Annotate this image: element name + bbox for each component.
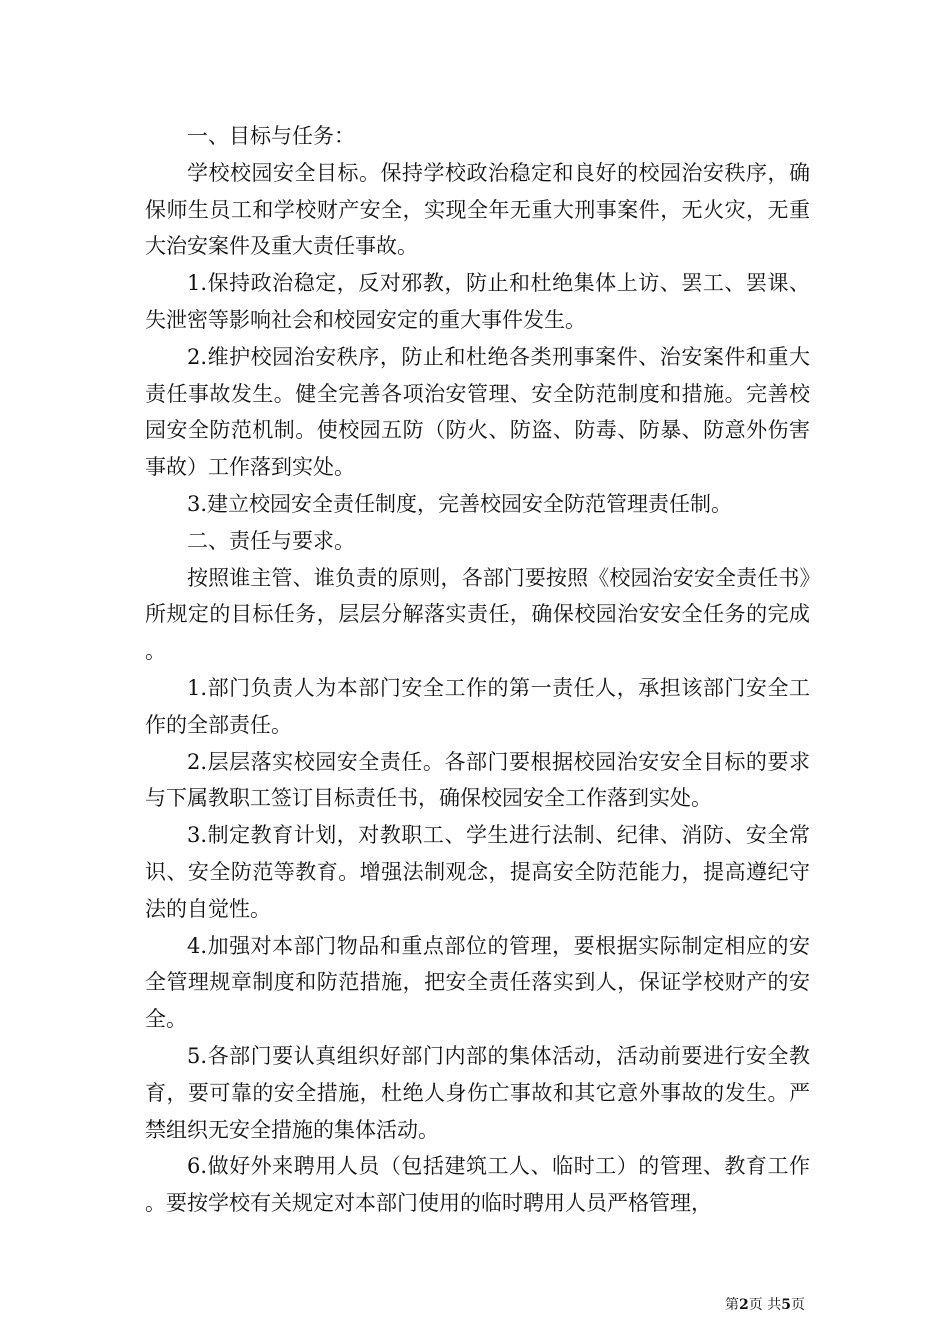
paragraph: 6.做好外来聘用人员（包括建筑工人、临时工）的管理、教育工作。要按学校有关规定对本部门使用的临时聘用人员严格管理， bbox=[145, 1154, 810, 1216]
current-page-number: 2 bbox=[739, 1297, 749, 1313]
paragraph: 学校校园安全目标。保持学校政治稳定和良好的校园治安秩序，确保师生员工和学校财产安全，实现全年无重大刑事案件，无火灾，无重大治安案件及重大责任事故。 bbox=[145, 160, 810, 259]
paragraph: 2.维护校园治安秩序，防止和杜绝各类刑事案件、治安案件和重大责任事故发生。健全完善各项治安管理、安全防范制度和措施。完善校园安全防范机制。使校园五防（防火、防盗、防毒、防暴、防意外伤害事故）工作落到实处。 bbox=[145, 344, 810, 480]
paragraph: 1.部门负责人为本部门安全工作的第一责任人，承担该部门安全工作的全部责任。 bbox=[145, 675, 810, 737]
footer-suffix: 页 bbox=[791, 1297, 805, 1313]
paragraph: 5.各部门要认真组织好部门内部的集体活动，活动前要进行安全教育，要可靠的安全措施，杜绝人身伤亡事故和其它意外事故的发生。严禁组织无安全措施的集体活动。 bbox=[145, 1043, 810, 1142]
page-number-footer bbox=[725, 1296, 805, 1314]
paragraph: 1.保持政治稳定，反对邪教，防止和杜绝集体上访、罢工、罢课、失泄密等影响社会和校园安定的重大事件发生。 bbox=[145, 271, 810, 332]
paragraph: 3.建立校园安全责任制度，完善校园安全防范管理责任制。 bbox=[187, 491, 733, 516]
paragraph: 4.加强对本部门物品和重点部位的管理，要根据实际制定相应的安全管理规章制度和防范措施，把安全责任落实到人，保证学校财产的安全。 bbox=[145, 933, 810, 1032]
footer-middle: 页 共 bbox=[748, 1297, 782, 1313]
paragraph: 3.制定教育计划，对教职工、学生进行法制、纪律、消防、安全常识、安全防范等教育。增强法制观念，提高安全防范能力，提高遵纪守法的自觉性。 bbox=[145, 823, 810, 921]
document-body bbox=[145, 118, 810, 1222]
section-heading-goals: 一、目标与任务： bbox=[187, 124, 355, 148]
section-heading-responsibilities: 二、责任与要求。 bbox=[187, 528, 355, 553]
paragraph: 2.层层落实校园安全责任。各部门要根据校园治安安全目标的要求与下属教职工签订目标责任书，确保校园安全工作落到实处。 bbox=[145, 749, 810, 811]
paragraph: 按照谁主管、谁负责的原则，各部门要按照《校园治安安全责任书》所规定的目标任务，层层分解落实责任，确保校园治安安全任务的完成。 bbox=[145, 565, 810, 664]
total-page-number: 5 bbox=[781, 1297, 791, 1313]
footer-prefix: 第 bbox=[725, 1297, 740, 1313]
